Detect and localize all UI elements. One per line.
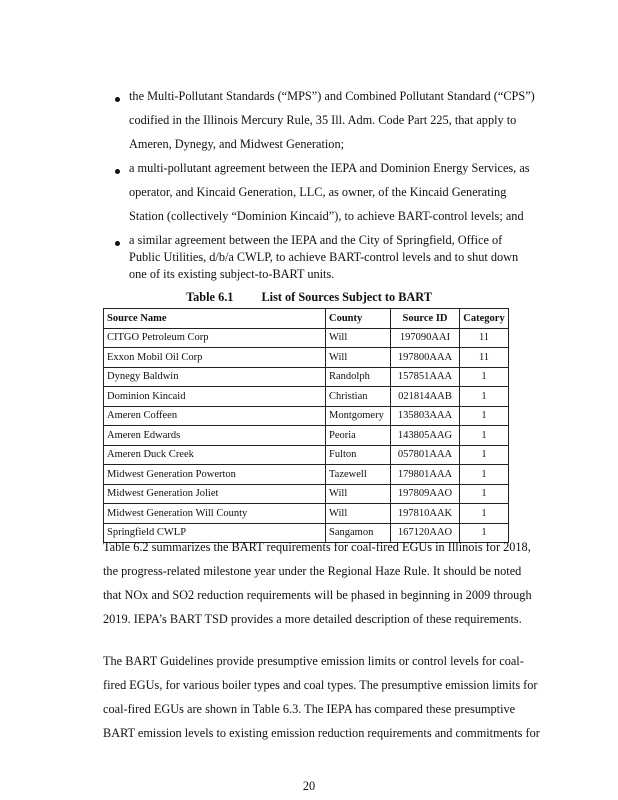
cell-source-name: Midwest Generation Will County — [104, 504, 326, 524]
paragraph-1-line-4: 2019. IEPA’s BART TSD provides a more detailed description of these requirements. — [103, 612, 522, 626]
bullet-2-line-1: a multi-pollutant agreement between the IEPA and Dominion Energy Services, as — [129, 161, 530, 175]
cell-source-id: 157851AAA — [391, 367, 460, 387]
bullet-icon — [115, 97, 120, 102]
header-category: Category — [460, 309, 509, 329]
paragraph-2-line-3: coal-fired EGUs are shown in Table 6.3. The IEPA has compared these presumptive — [103, 702, 516, 716]
header-source-id: Source ID — [391, 309, 460, 329]
header-county: County — [326, 309, 391, 329]
cell-source-id: 021814AAB — [391, 387, 460, 407]
cell-county: Will — [326, 348, 391, 368]
sources-table — [103, 308, 509, 543]
paragraph-2-line-4: BART emission levels to existing emission reduction requirements and commitments for — [103, 726, 540, 740]
cell-category: 1 — [460, 387, 509, 407]
cell-source-id: 197809AAO — [391, 484, 460, 504]
table-row — [104, 367, 509, 387]
page-number: 20 — [302, 779, 316, 793]
cell-source-id: 135803AAA — [391, 406, 460, 426]
table-row — [104, 445, 509, 465]
cell-county: Christian — [326, 387, 391, 407]
bullet-1-line-2: codified in the Illinois Mercury Rule, 35 Ill. Adm. Code Part 225, that apply to — [129, 113, 517, 127]
cell-source-name: Dynegy Baldwin — [104, 367, 326, 387]
table-row — [104, 406, 509, 426]
cell-county: Fulton — [326, 445, 391, 465]
table-row — [104, 504, 509, 524]
cell-county: Peoria — [326, 426, 391, 446]
cell-source-id: 179801AAA — [391, 465, 460, 485]
cell-county: Will — [326, 484, 391, 504]
paragraph-2-line-2: fired EGUs, for various boiler types and coal types. The presumptive emission limits for — [103, 678, 538, 692]
bullet-3-line-3: one of its existing subject-to-BART units. — [129, 267, 335, 281]
table-caption — [0, 290, 618, 305]
cell-category: 1 — [460, 406, 509, 426]
cell-source-name: Midwest Generation Joliet — [104, 484, 326, 504]
table-row — [104, 484, 509, 504]
paragraph-1-line-1: Table 6.2 summarizes the BART requirements for coal-fired EGUs in Illinois for 2018, — [103, 540, 531, 554]
cell-category: 11 — [460, 328, 509, 348]
bullet-1-line-3: Ameren, Dynegy, and Midwest Generation; — [129, 137, 345, 151]
table-number: Table 6.1 — [186, 290, 234, 304]
cell-source-name: Springfield CWLP — [104, 523, 326, 543]
cell-category: 1 — [460, 523, 509, 543]
cell-category: 1 — [460, 465, 509, 485]
cell-source-id: 197810AAK — [391, 504, 460, 524]
bullet-3-line-1: a similar agreement between the IEPA and the City of Springfield, Office of — [129, 233, 503, 247]
cell-source-id: 197090AAI — [391, 328, 460, 348]
paragraph-1-line-2: the progress-related milestone year under the Regional Haze Rule. It should be noted — [103, 564, 522, 578]
cell-category: 11 — [460, 348, 509, 368]
cell-source-id: 057801AAA — [391, 445, 460, 465]
cell-county: Will — [326, 504, 391, 524]
cell-source-name: Ameren Edwards — [104, 426, 326, 446]
table-row — [104, 387, 509, 407]
cell-source-name: Exxon Mobil Oil Corp — [104, 348, 326, 368]
table-row — [104, 328, 509, 348]
paragraph-2-line-1: The BART Guidelines provide presumptive emission limits or control levels for coal- — [103, 654, 524, 668]
bullet-1-line-1: the Multi-Pollutant Standards (“MPS”) and Combined Pollutant Standard (“CPS”) — [129, 89, 535, 103]
cell-source-name: Ameren Coffeen — [104, 406, 326, 426]
cell-category: 1 — [460, 484, 509, 504]
cell-county: Sangamon — [326, 523, 391, 543]
cell-source-id: 167120AAO — [391, 523, 460, 543]
cell-county: Tazewell — [326, 465, 391, 485]
cell-source-name: CITGO Petroleum Corp — [104, 328, 326, 348]
cell-source-id: 197800AAA — [391, 348, 460, 368]
bullet-icon — [115, 241, 120, 246]
header-source-name: Source Name — [104, 309, 326, 329]
cell-source-name: Dominion Kincaid — [104, 387, 326, 407]
table-row — [104, 465, 509, 485]
paragraph-1-line-3: that NOx and SO2 reduction requirements will be phased in beginning in 2009 through — [103, 588, 532, 602]
cell-category: 1 — [460, 445, 509, 465]
bullet-3-line-2: Public Utilities, d/b/a CWLP, to achieve BART-control levels and to shut down — [129, 250, 519, 264]
cell-source-name: Midwest Generation Powerton — [104, 465, 326, 485]
cell-category: 1 — [460, 504, 509, 524]
table-row — [104, 426, 509, 446]
table-header-row — [104, 309, 509, 329]
bullet-icon — [115, 169, 120, 174]
cell-county: Montgomery — [326, 406, 391, 426]
table-title: List of Sources Subject to BART — [261, 290, 432, 304]
cell-category: 1 — [460, 426, 509, 446]
bullet-2-line-3: Station (collectively “Dominion Kincaid”), to achieve BART-control levels; and — [129, 209, 524, 223]
cell-source-name: Ameren Duck Creek — [104, 445, 326, 465]
bullet-2-line-2: operator, and Kincaid Generation, LLC, as owner, of the Kincaid Generating — [129, 185, 507, 199]
cell-category: 1 — [460, 367, 509, 387]
cell-county: Will — [326, 328, 391, 348]
table-row — [104, 348, 509, 368]
cell-source-id: 143805AAG — [391, 426, 460, 446]
cell-county: Randolph — [326, 367, 391, 387]
